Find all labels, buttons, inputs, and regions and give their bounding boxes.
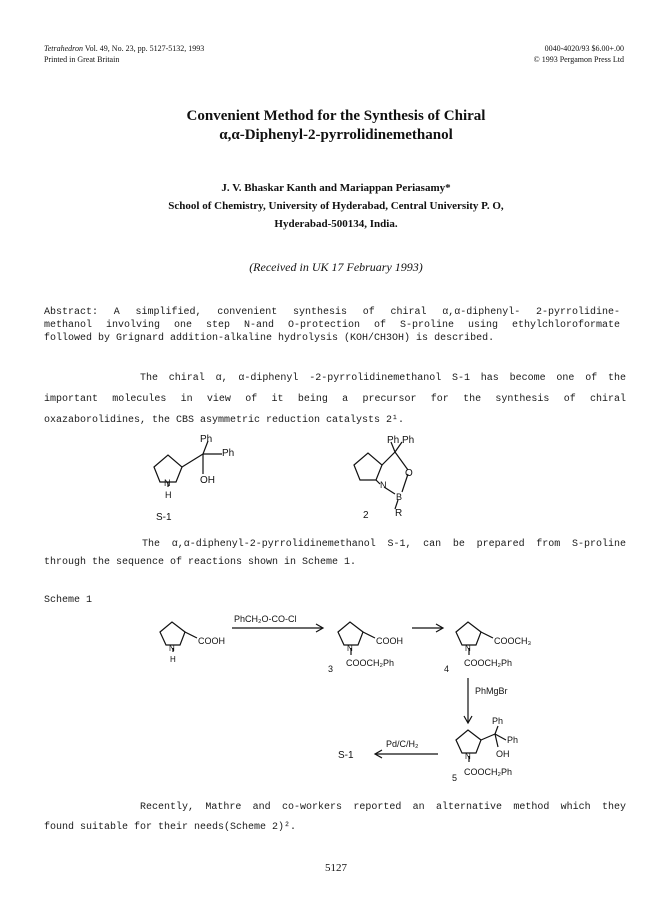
cpd2-ph-2: Ph [402, 435, 415, 446]
cpd4-number: 4 [444, 664, 450, 674]
cpd5-cbz: COOCH₂Ph [464, 767, 513, 777]
cpd4-n: N [465, 644, 471, 653]
received-date: (Received in UK 17 February 1993) [249, 260, 423, 274]
s1-oh: OH [200, 475, 215, 486]
final-product-s1: S-1 [338, 750, 354, 761]
cpd2-r: R [395, 508, 403, 519]
cpd2-b: B [396, 492, 403, 502]
s1-n: N [164, 478, 171, 488]
affiliation-line-2: Hyderabad-500134, India. [274, 218, 398, 230]
affiliation-line-1: School of Chemistry, University of Hyderabad, Central University P. O, [168, 200, 504, 212]
cpd3-number: 3 [328, 664, 334, 674]
cpd5-number: 5 [452, 773, 458, 783]
para3-line-2: found suitable for their needs(Scheme 2)². [44, 822, 297, 833]
structures-figure [140, 432, 500, 532]
page-number: 5127 [325, 862, 347, 874]
cpd3-cooh: COOH [376, 636, 403, 646]
abstract-line-1: Abstract: A simplified, convenient synthesis of chiral α,α-diphenyl- 2-pyrrolidine- [44, 307, 620, 318]
s1-h: H [165, 490, 172, 500]
reagent-benzyl-chloroformate: PhCH₂O-CO-Cl [234, 614, 297, 624]
cpd3-n: N [347, 644, 353, 653]
cpd4-cooch3: COOCH₃ [494, 636, 532, 646]
authors: J. V. Bhaskar Kanth and Mariappan Periasamy* [221, 182, 451, 194]
paper-title-line-1: Convenient Method for the Synthesis of Chiral [186, 108, 486, 124]
cpd2-o: O [405, 468, 413, 479]
cpd2-ph-1: Ph [387, 435, 400, 446]
paper-title-line-2: α,α-Diphenyl-2-pyrrolidinemethanol [219, 127, 453, 143]
s1-label: S-1 [156, 512, 172, 523]
scheme-label: Scheme 1 [44, 595, 93, 606]
proline-n: N [169, 644, 175, 653]
journal-volume: Vol. 49, No. 23, pp. 5127-5132, 1993 [82, 44, 205, 53]
scheme-1-figure [150, 610, 570, 790]
hydrogenation-reagent: Pd/C/H₂ [386, 739, 419, 749]
cpd4-cbz: COOCH₂Ph [464, 658, 513, 668]
cpd5-ph-2: Ph [507, 735, 519, 745]
para2-line-2: through the sequence of reactions shown in Scheme 1. [44, 557, 357, 568]
s1-ph-2: Ph [222, 448, 235, 459]
issn-code: 0040-4020/93 $6.00+.00 [544, 44, 624, 53]
para1-line-1: The chiral α, α-diphenyl -2-pyrrolidinemethanol S-1 has become one of the [140, 373, 626, 384]
cpd5-oh: OH [496, 749, 510, 759]
para1-line-3: oxazaborolidines, the CBS asymmetric reduction catalysts 2¹. [44, 415, 405, 426]
s1-ph-1: Ph [200, 434, 213, 445]
printed-note: Printed in Great Britain [44, 55, 120, 64]
para2-line-1: The α,α-diphenyl-2-pyrrolidinemethanol S-1, can be prepared from S-proline [142, 539, 626, 550]
abstract-line-3: followed by Grignard addition-alkaline hydrolysis (KOH/CH3OH) is described. [44, 333, 495, 344]
grignard-reagent: PhMgBr [475, 686, 508, 696]
cpd2-n: N [380, 480, 387, 490]
proline-h: H [170, 655, 176, 664]
proline-cooh: COOH [198, 636, 225, 646]
cpd2-label: 2 [363, 510, 369, 521]
journal-citation [44, 44, 204, 54]
journal-name: Tetrahedron [44, 44, 83, 53]
para3-line-1: Recently, Mathre and co-workers reported an alternative method which they [140, 802, 626, 813]
cpd5-ph-1: Ph [492, 716, 504, 726]
cpd5-n: N [465, 752, 471, 761]
abstract-line-2: methanol involving one step N-and O-protection of S-proline using ethylchloroformate [44, 320, 620, 331]
cpd3-cbz: COOCH₂Ph [346, 658, 395, 668]
para1-line-2: important molecules in view of it being a precursor for the synthesis of chiral [44, 394, 626, 405]
copyright-note: © 1993 Pergamon Press Ltd [533, 55, 624, 64]
